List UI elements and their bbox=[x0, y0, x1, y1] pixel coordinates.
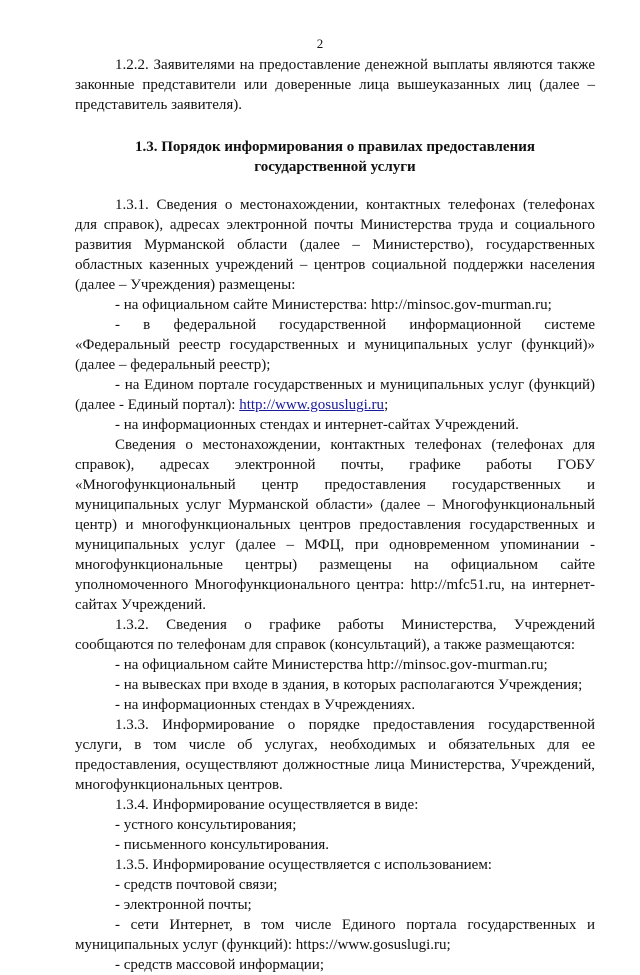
list-item-internet: - сети Интернет, в том числе Единого портала государственных и муниципальных услуг (функций): https://www.gosuslugi.ru; bbox=[75, 917, 595, 953]
section-heading bbox=[75, 137, 595, 177]
unified-portal-end: ; bbox=[384, 397, 389, 413]
list-item-federal-registry: - в федеральной государственной информационной системе «Федеральный реестр государственных и муниципальных услуг (функций)» (далее – федеральный реестр); bbox=[75, 317, 595, 373]
list-item-unified-portal bbox=[75, 375, 595, 415]
list-item-mass-media: - средств массовой информации; bbox=[115, 957, 325, 973]
list-item-signboards: - на вывесках при входе в здания, в которых располагаются Учреждения; bbox=[115, 677, 583, 693]
page-number: 2 bbox=[316, 36, 324, 51]
paragraph-mfc: Сведения о местонахождении, контактных телефонах (телефонах для справок), адресах электронной почты, графике работы ГОБУ «Многофункциональный центр предоставления государственных и муниципальных услуг Мурманской области» (далее – Многофункциональный центр) и многофункциональных центров предоставления государственных и муниципальных услуг (далее – МФЦ, при одновременном упоминании - многофункциональные центры) размещены на официальном сайте уполномоченного Многофункционального центра: http://mfc51.ru, на интернет-сайтах Учреждений. bbox=[75, 437, 595, 613]
document-body bbox=[75, 55, 595, 975]
paragraph-1-3-1: 1.3.1. Сведения о местонахождении, контактных телефонах (телефонах для справок), адресах электронной почты Министерства труда и социального развития Мурманской области (далее – Министерство), государственных областных казенных учреждений – центров социальной поддержки населения (далее – Учреждения) размещены: bbox=[75, 197, 595, 293]
paragraph-1-3-5: 1.3.5. Информирование осуществляется с использованием: bbox=[115, 857, 492, 873]
unified-portal-text: - на Едином портале государственных и муниципальных услуг (функций) (далее - Единый портал): bbox=[75, 377, 595, 413]
list-item-postal: - средств почтовой связи; bbox=[115, 877, 278, 893]
heading-line-1: 1.3. Порядок информирования о правилах предоставления bbox=[135, 139, 535, 155]
list-item-minsoc-site-2: - на официальном сайте Министерства http://minsoc.gov-murman.ru; bbox=[115, 657, 548, 673]
paragraph-1-3-4: 1.3.4. Информирование осуществляется в виде: bbox=[115, 797, 419, 813]
paragraph-1-3-3: 1.3.3. Информирование о порядке предоставления государственной услуги, в том числе об услугах, необходимых и обязательных для ее предоставления, осуществляют должностные лица Министерства, Учреждений, многофункциональных центров. bbox=[75, 717, 595, 793]
gosuslugi-link[interactable]: http://www.gosuslugi.ru bbox=[239, 397, 385, 413]
list-item-email: - электронной почты; bbox=[115, 897, 252, 913]
paragraph-1-3-2: 1.3.2. Сведения о графике работы Министерства, Учреждений сообщаются по телефонам для справок (консультаций), а также размещаются: bbox=[75, 617, 595, 653]
paragraph-1-2-2: 1.2.2. Заявителями на предоставление денежной выплаты являются также законные представители или доверенные лица вышеуказанных лиц (далее – представитель заявителя). bbox=[75, 57, 595, 113]
list-item-minsoc-site: - на официальном сайте Министерства: http://minsoc.gov-murman.ru; bbox=[115, 297, 552, 313]
heading-line-2: государственной услуги bbox=[254, 159, 416, 175]
list-item-oral: - устного консультирования; bbox=[115, 817, 297, 833]
list-item-written: - письменного консультирования. bbox=[115, 837, 329, 853]
list-item-info-stands: - на информационных стендах и интернет-сайтах Учреждений. bbox=[115, 417, 519, 433]
list-item-stands-institutions: - на информационных стендах в Учреждениях. bbox=[115, 697, 416, 713]
